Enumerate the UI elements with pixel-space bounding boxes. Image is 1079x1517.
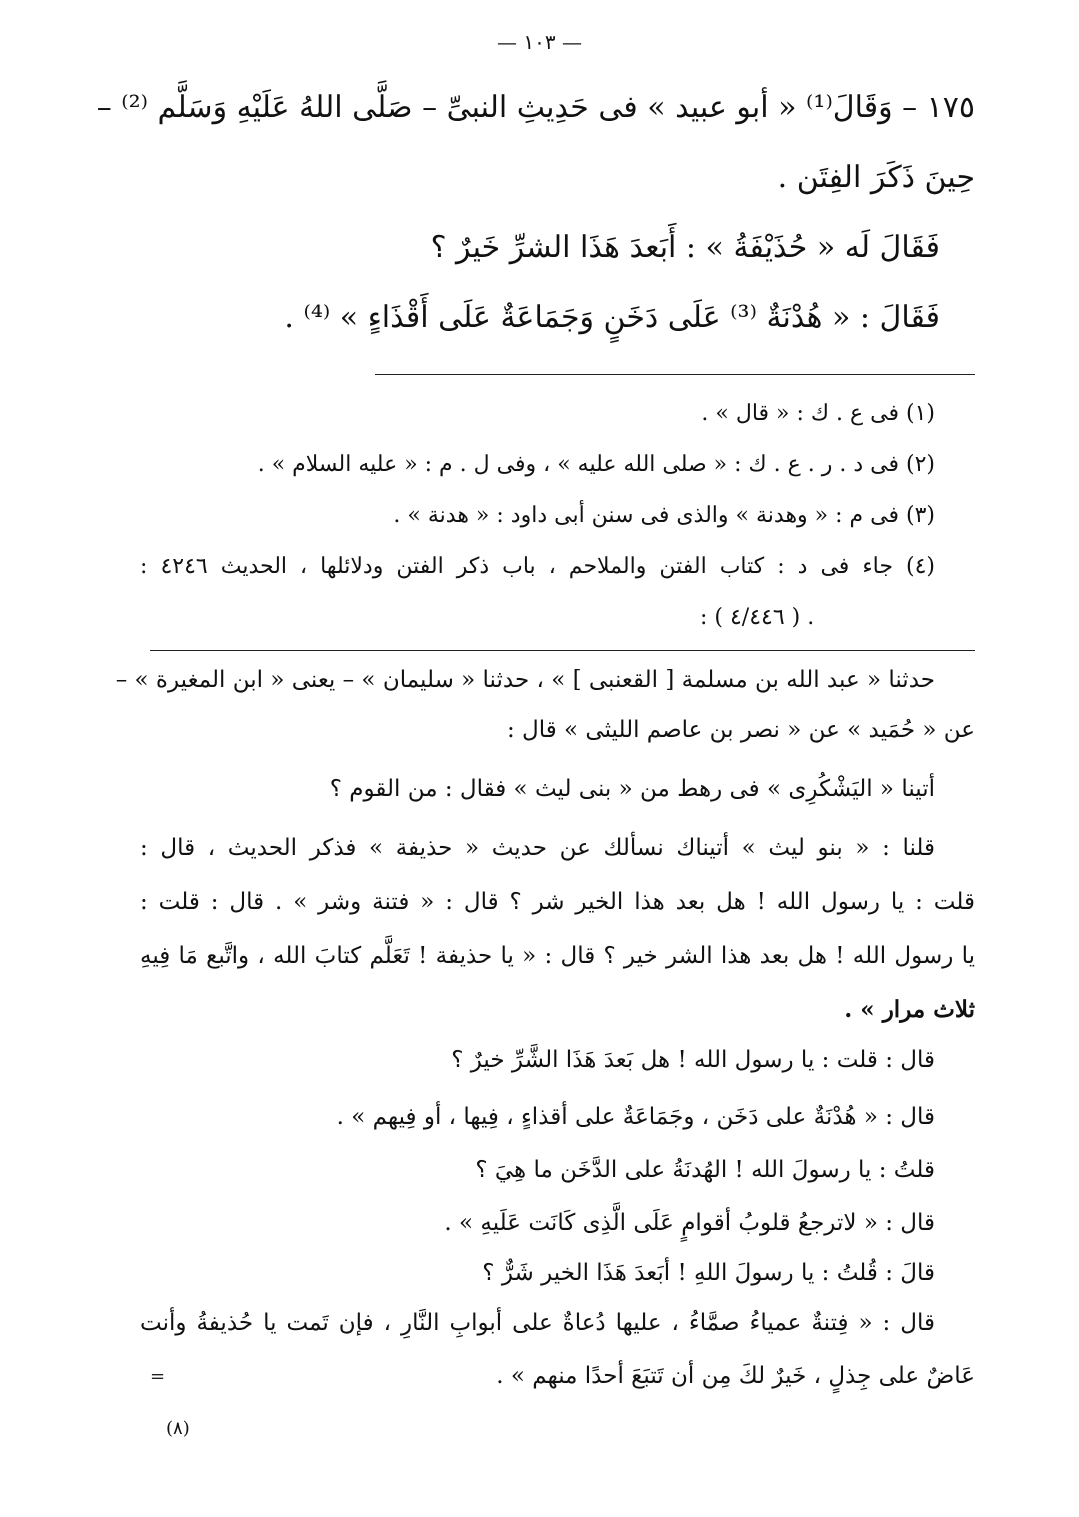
- footnote-separator: [375, 374, 975, 375]
- hadith-line-11: قال : « لاترجعُ قلوبُ أقوامٍ عَلَى الَّذِى كَانَت عَلَيهِ » .: [444, 1210, 935, 1236]
- main-text-line-3: فَقَالَ لَه « حُذَيْفَةُ » : أَبَعدَ هَذَا الشرِّ خَيرٌ ؟: [430, 230, 940, 265]
- footnote-3: (٣) فى م : « وهدنة » والذى فى سنن أبى داود : « هدنة » .: [393, 503, 935, 528]
- hadith-line-6: يا رسول الله ! هل بعد هذا الشر خير ؟ قال : « يا حذيفة ! تَعَلَّم كتابَ الله ، واتَّبع مَا فِيهِ: [140, 943, 975, 969]
- hadith-line-7: ثلاث مرار » .: [844, 996, 975, 1023]
- hadith-line-3: أتينا « اليَشْكُرِى » فى رهط من « بنى ليث » فقال : من القوم ؟: [329, 776, 935, 802]
- section-separator: [150, 650, 975, 651]
- footnote-4: (٤) جاء فى د : كتاب الفتن والملاحم ، باب ذكر الفتن ودلائلها ، الحديث ٤٢٤٦ :: [140, 554, 936, 579]
- hadith-line-12: قالَ : قُلتُ : يا رسولَ اللهِ ! أبَعدَ هَذَا الخير شَرٌّ ؟: [482, 1260, 935, 1286]
- hadith-line-1: حدثنا « عبد الله بن مسلمة [ القعنبى ] » ، حدثنا « سليمان » – يعنى « ابن المغيرة » –: [115, 667, 935, 693]
- hadith-line-10: قلتُ : يا رسولَ الله ! الهُدنَةُ على الدَّخَن ما هِيَ ؟: [475, 1157, 935, 1183]
- page-number: (٨): [166, 1418, 190, 1439]
- footnote-4-continued: : ( ٤/٤٤٦ ) .: [700, 605, 815, 630]
- hadith-line-2: عن « حُمَيد » عن « نصر بن عاصم الليثى » قال :: [506, 717, 975, 743]
- margin-mark: =: [150, 1366, 166, 1387]
- hadith-line-5: قلت : يا رسول الله ! هل بعد هذا الخير شر ؟ قال : « فتنة وشر » . قال : قلت :: [140, 889, 975, 915]
- hadith-line-13: قال : « فِتنةٌ عمياءُ صمَّاءُ ، عليها دُعاةٌ على أبوابِ النَّارِ ، فإن تَمت يا حُذيفةُ وأنت: [140, 1310, 935, 1336]
- footnote-2: (٢) فى د . ر . ع . ك : « صلى الله عليه » ، وفى ل . م : « عليه السلام » .: [257, 452, 935, 477]
- hadith-line-4: قلنا : « بنو ليث » أتيناك نسألك عن حديث « حذيفة » فذكر الحديث ، قال :: [140, 835, 935, 861]
- footnote-1: (١) فى ع . ك : « قال » .: [701, 401, 935, 426]
- hadith-line-9: قال : « هُدْنَةٌ على دَخَن ، وجَمَاعَةٌ على أقذاءٍ ، فِيها ، أو فِيهم » .: [336, 1104, 935, 1130]
- hadith-line-14: عَاضٌ على جِذلٍ ، خَيرٌ لكَ مِن أن تَتبَعَ أحدًا منهم » .: [496, 1363, 975, 1389]
- main-text-line-4: فَقَالَ : « هُدْنَةٌ ⁽³⁾ عَلَى دَخَنٍ وَجَمَاعَةٌ عَلَى أَقْذَاءٍ » ⁽⁴⁾ .: [284, 300, 940, 335]
- main-text-line-1: ١٧٥ – وَقَالَ⁽¹⁾ « أبو عبيد » فى حَدِيثِ النبىِّ – صَلَّى اللهُ عَلَيْهِ وَسَلَّم ⁽²⁾ –: [96, 90, 975, 125]
- page-header: — ١٠٣ —: [497, 30, 582, 54]
- hadith-line-8: قال : قلت : يا رسول الله ! هل بَعدَ هَذَا الشَّرِّ خيرٌ ؟: [451, 1047, 935, 1073]
- main-text-line-2: حِينَ ذَكَرَ الفِتَن .: [777, 160, 975, 195]
